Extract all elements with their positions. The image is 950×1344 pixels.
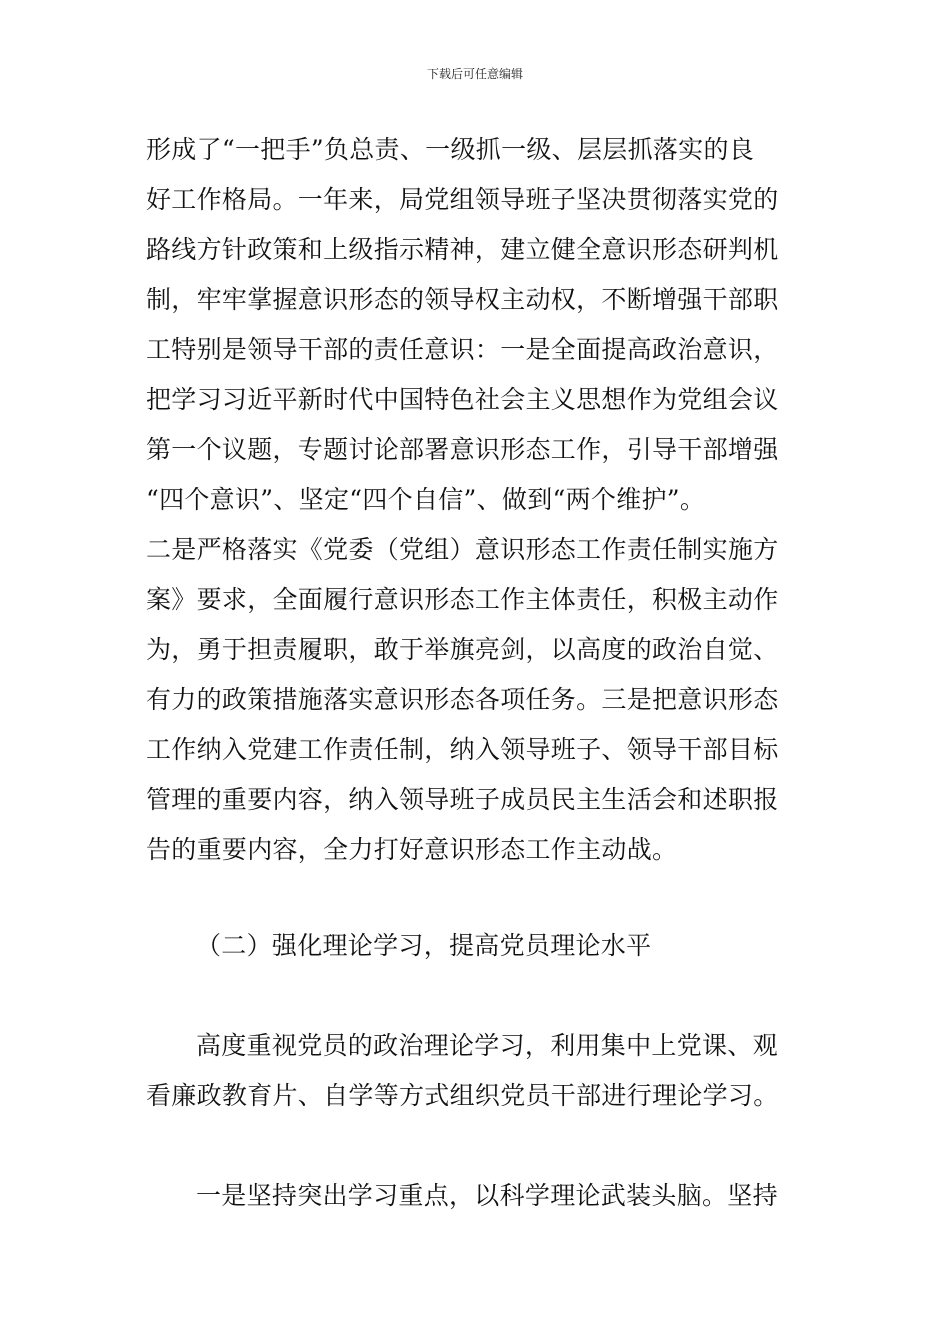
paragraph-line: 管理的重要内容，纳入领导班子成员民主生活会和述职报 — [146, 785, 779, 814]
paragraph-line: 一是坚持突出学习重点，以科学理论武装头脑。坚持 — [196, 1181, 778, 1210]
paragraph-line: 第一个议题，专题讨论部署意识形态工作，引导干部增强 — [146, 435, 779, 464]
paragraph-line: “四个意识”、坚定“四个自信”、做到“两个维护”。 — [146, 485, 706, 514]
paragraph-line: 把学习习近平新时代中国特色社会主义思想作为党组会议 — [146, 385, 779, 414]
paragraph-line: 案》要求，全面履行意识形态工作主体责任，积极主动作 — [146, 585, 779, 614]
paragraph-line: 有力的政策措施落实意识形态各项任务。三是把意识形态 — [146, 685, 779, 714]
paragraph-line: 告的重要内容，全力打好意识形态工作主动战。 — [146, 835, 678, 864]
section-heading: （二）强化理论学习，提高党员理论水平 — [196, 931, 652, 960]
paragraph-line: 二是严格落实《党委（党组）意识形态工作责任制实施方 — [146, 535, 779, 564]
paragraph-line: 制，牢牢掌握意识形态的领导权主动权，不断增强干部职 — [146, 285, 779, 314]
paragraph-line: 工作纳入党建工作责任制，纳入领导班子、领导干部目标 — [146, 735, 779, 764]
paragraph-line: 路线方针政策和上级指示精神，建立健全意识形态研判机 — [146, 235, 779, 264]
paragraph-line: 为，勇于担责履职，敢于举旗亮剑，以高度的政治自觉、 — [146, 635, 779, 664]
page-header-note: 下载后可任意编辑 — [426, 67, 523, 81]
paragraph-line: 高度重视党员的政治理论学习，利用集中上党课、观 — [196, 1031, 778, 1060]
paragraph-line: 工特别是领导干部的责任意识：一是全面提高政治意识， — [146, 335, 779, 364]
paragraph-line: 好工作格局。一年来，局党组领导班子坚决贯彻落实党的 — [146, 185, 779, 214]
paragraph-line: 形成了“一把手”负总责、一级抓一级、层层抓落实的良 — [146, 135, 755, 164]
paragraph-line: 看廉政教育片、自学等方式组织党员干部进行理论学习。 — [146, 1081, 779, 1110]
